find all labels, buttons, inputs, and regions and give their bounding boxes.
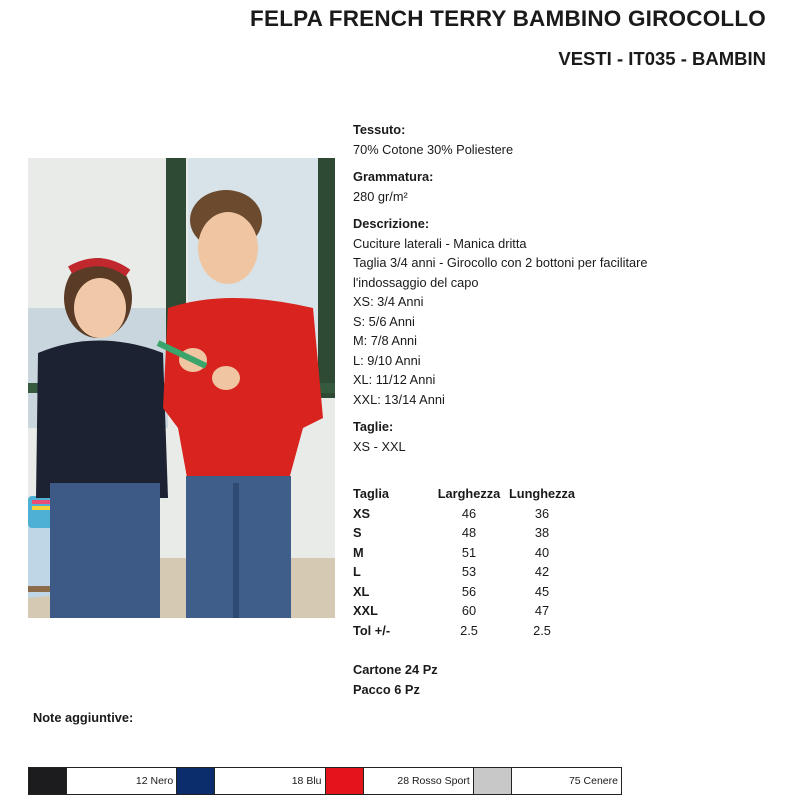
- product-code: VESTI - IT035 - BAMBIN: [558, 48, 766, 69]
- color-option: [177, 768, 325, 794]
- spec-label: Descrizione:: [353, 216, 430, 231]
- column-header: Taglia: [353, 486, 390, 501]
- color-option: [326, 768, 474, 794]
- table-cell: S: [353, 525, 362, 540]
- table-cell: XS: [353, 505, 371, 521]
- table-cell: 40: [534, 544, 550, 560]
- table-cell: 48: [461, 525, 477, 540]
- spec-value: L: 9/10 Anni: [353, 352, 421, 368]
- table-cell: 2.5: [533, 622, 551, 638]
- table-row: [353, 601, 577, 621]
- spec-value: XL: 11/12 Anni: [353, 372, 436, 387]
- notes-label: Note aggiuntive:: [33, 710, 134, 725]
- color-label: 18 Blu: [291, 775, 322, 787]
- table-cell: 46: [461, 505, 477, 521]
- color-label: 75 Cenere: [568, 775, 618, 787]
- table-cell: M: [353, 544, 364, 560]
- spec-label: Tessuto:: [353, 122, 406, 137]
- table-cell: Tol +/-: [353, 622, 391, 638]
- specifications: [353, 120, 773, 464]
- table-cell: 47: [534, 603, 550, 618]
- table-cell: 60: [461, 603, 477, 618]
- column-header: Lunghezza: [508, 486, 576, 501]
- table-row: [353, 543, 577, 563]
- spec-value: XXL: 13/14 Anni: [353, 391, 445, 407]
- table-cell: 53: [461, 564, 477, 579]
- table-cell: 38: [534, 525, 550, 540]
- table-cell: 56: [461, 583, 477, 599]
- table-row: [353, 621, 577, 641]
- column-header: Larghezza: [437, 486, 501, 501]
- color-label: 28 Rosso Sport: [397, 775, 470, 787]
- color-option: [29, 768, 177, 794]
- table-row: [353, 504, 577, 524]
- spec-tessuto: [353, 120, 773, 159]
- spec-taglie: [353, 417, 773, 456]
- table-cell: 45: [534, 583, 550, 599]
- color-option: [474, 768, 621, 794]
- table-row: [353, 523, 577, 543]
- spec-value: S: 5/6 Anni: [353, 313, 415, 329]
- table-cell: 2.5: [460, 622, 478, 638]
- spec-grammatura: [353, 167, 773, 206]
- packaging-info: [353, 660, 438, 700]
- carton-quantity: Cartone 24 Pz: [353, 662, 438, 677]
- spec-label: Taglie:: [353, 419, 394, 434]
- color-swatch: [326, 768, 364, 794]
- product-photo: [28, 158, 335, 618]
- color-label: 12 Nero: [135, 775, 174, 787]
- color-swatches: [28, 767, 622, 795]
- spec-value: M: 7/8 Anni: [353, 333, 418, 348]
- spec-value: XS - XXL: [353, 438, 406, 454]
- table-cell: 42: [534, 564, 550, 579]
- spec-value: XS: 3/4 Anni: [353, 294, 424, 309]
- table-cell: 36: [534, 505, 550, 521]
- table-row: [353, 562, 577, 582]
- table-cell: L: [353, 564, 361, 579]
- table-cell: 51: [461, 544, 477, 560]
- spec-value: l'indossaggio del capo: [353, 274, 479, 290]
- photo-illustration: [28, 158, 335, 618]
- spec-label: Grammatura:: [353, 169, 434, 184]
- color-swatch: [177, 768, 215, 794]
- table-header-row: [353, 484, 577, 504]
- spec-value: 280 gr/m²: [353, 188, 408, 204]
- spec-value: 70% Cotone 30% Poliestere: [353, 141, 514, 157]
- table-row: [353, 582, 577, 602]
- color-swatch: [29, 768, 67, 794]
- table-cell: XL: [353, 583, 370, 599]
- pack-quantity: Pacco 6 Pz: [353, 682, 420, 697]
- spec-value: Cuciture laterali - Manica dritta: [353, 235, 527, 251]
- spec-value: Taglia 3/4 anni - Girocollo con 2 bottoni per facilitare: [353, 255, 648, 270]
- product-title: FELPA FRENCH TERRY BAMBINO GIROCOLLO: [250, 6, 766, 31]
- color-swatch: [474, 768, 512, 794]
- table-cell: XXL: [353, 603, 378, 618]
- spec-descrizione: [353, 214, 773, 409]
- size-table: [353, 484, 577, 640]
